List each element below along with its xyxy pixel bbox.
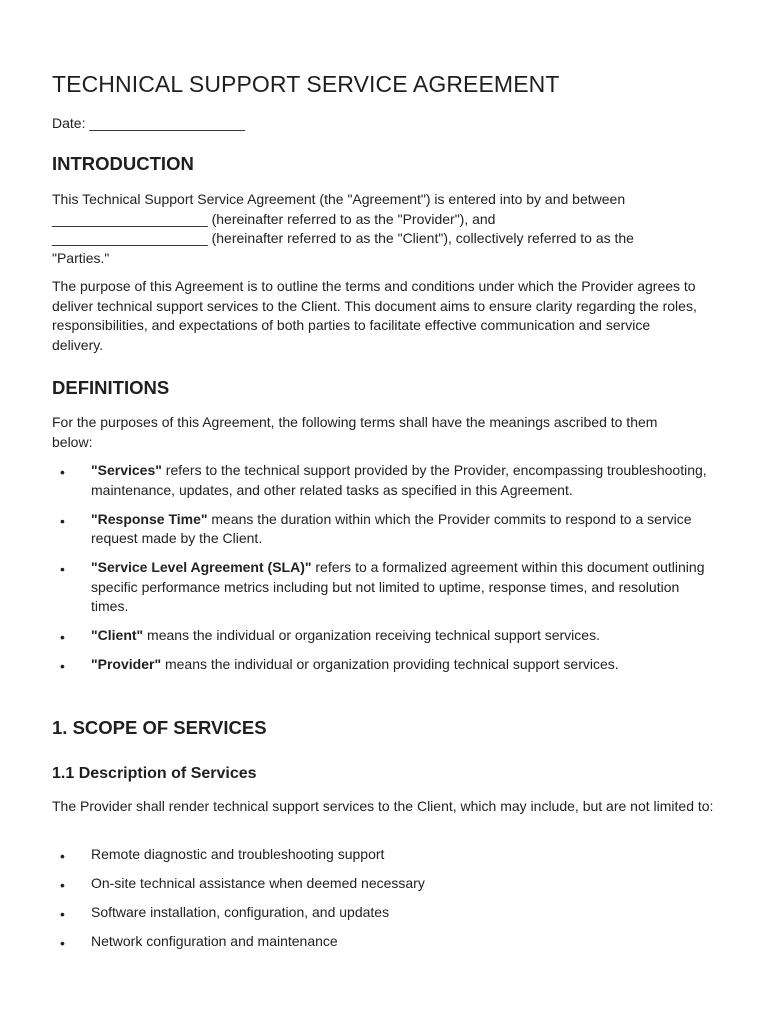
intro-line-4: "Parties." (52, 249, 110, 266)
definition-term: "Response Time" (91, 510, 208, 527)
definitions-heading: DEFINITIONS (52, 377, 170, 398)
scope-intro: The Provider shall render technical support services to the Client, which may include, but are not limited to: (52, 798, 714, 814)
intro-line-2: ____________________ (hereinafter referred to as the "Provider"), and (52, 210, 496, 227)
intro-line-3: ____________________ (hereinafter referred to as the "Client"), collectively referred to as the (52, 230, 634, 246)
definition-text: refers to the technical support provided by the Provider, encompassing troubleshooting, maintenance, updates, and other related tasks as specified in this Agreement. (91, 462, 707, 498)
scope-heading: 1. SCOPE OF SERVICES (52, 717, 267, 738)
intro-line-1: This Technical Support Service Agreement (the "Agreement") is entered into by and between (52, 191, 626, 207)
services-list (52, 845, 720, 952)
introduction-paragraph-2: The purpose of this Agreement is to outline the terms and conditions under which the Provider agrees to deliver technical support services to the Client. This document aims to ensure clarity regarding the roles, responsibilities, and expectations of both parties to facilitate effective communication and service delivery. (52, 278, 697, 353)
definition-item (52, 461, 712, 500)
service-item: • On-site technical assistance when deemed necessary (52, 874, 720, 894)
service-item: • Remote diagnostic and troubleshooting support (52, 845, 720, 865)
definition-text: means the individual or organization providing technical support services. (161, 656, 619, 672)
introduction-heading: INTRODUCTION (52, 153, 194, 174)
definition-term: "Services" (91, 462, 162, 478)
definition-text: refers to a formalized agreement within this document outlining specific performance metrics including but not limited to uptime, response times, and resolution times. (91, 559, 705, 614)
definitions-list (52, 461, 712, 675)
definition-text: means the individual or organization receiving technical support services. (143, 627, 600, 643)
definition-item (52, 655, 712, 675)
definition-term: "Service Level Agreement (SLA)" (91, 559, 312, 575)
date-line: Date: ____________________ (52, 115, 246, 131)
service-item: • Software installation, configuration, and updates (52, 903, 720, 923)
definition-term: "Client" (91, 627, 144, 643)
definition-item (52, 510, 712, 549)
definition-item (52, 558, 712, 617)
definition-item (52, 626, 712, 646)
document-title: TECHNICAL SUPPORT SERVICE AGREEMENT (52, 71, 560, 97)
definition-term: "Provider" (91, 656, 162, 672)
service-item: • Network configuration and maintenance (52, 932, 720, 952)
scope-subheading: 1.1 Description of Services (52, 765, 257, 782)
introduction-paragraph-1 (52, 190, 720, 268)
definitions-intro: For the purposes of this Agreement, the following terms shall have the meanings ascribed to them below: (52, 414, 658, 450)
definition-text: means the duration within which the Provider commits to respond to a service request made by the Client. (91, 510, 692, 546)
